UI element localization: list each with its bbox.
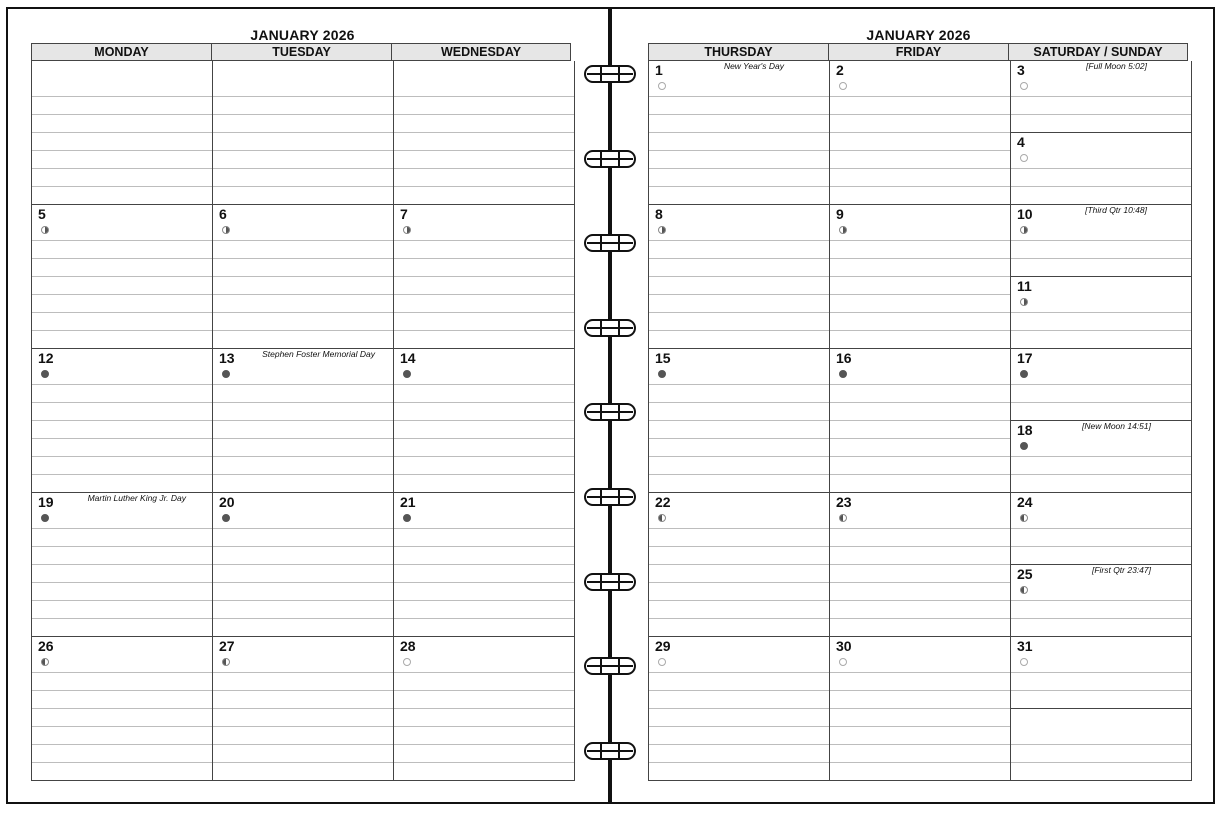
moon-phase-new-icon <box>41 370 49 378</box>
day-number: 29 <box>655 638 671 654</box>
moon-phase-third-icon <box>403 226 411 234</box>
day-cell-13[interactable] <box>213 349 393 493</box>
day-number: 15 <box>655 350 671 366</box>
day-cell-25[interactable] <box>1011 565 1191 637</box>
binder-ring-icon <box>583 571 637 593</box>
day-cell-29[interactable] <box>649 637 829 781</box>
day-cell-blank[interactable] <box>213 61 393 205</box>
moon-phase-note: [New Moon 14:51] <box>1082 421 1151 431</box>
moon-phase-first-icon <box>839 514 847 522</box>
left-calendar-grid <box>31 61 575 781</box>
day-cell-4[interactable] <box>1011 133 1191 205</box>
day-number: 28 <box>400 638 416 654</box>
day-cell-14[interactable] <box>394 349 574 493</box>
binder-ring-icon <box>583 63 637 85</box>
header-tuesday: TUESDAY <box>211 43 391 61</box>
right-column-0 <box>648 61 829 781</box>
day-cell-blank[interactable] <box>394 61 574 205</box>
moon-phase-full-icon <box>403 658 411 666</box>
day-number: 22 <box>655 494 671 510</box>
left-column-1 <box>212 61 393 781</box>
day-cell-9[interactable] <box>830 205 1010 349</box>
header-wednesday: WEDNESDAY <box>391 43 571 61</box>
day-number: 11 <box>1017 278 1032 294</box>
moon-phase-third-icon <box>658 226 666 234</box>
day-number: 13 <box>219 350 235 366</box>
day-cell-blank[interactable] <box>32 61 212 205</box>
day-cell-19[interactable] <box>32 493 212 637</box>
right-page-title: JANUARY 2026 <box>866 27 971 43</box>
holiday-label: Stephen Foster Memorial Day <box>262 349 375 359</box>
moon-phase-note: [First Qtr 23:47] <box>1091 565 1151 575</box>
right-page <box>610 7 1215 804</box>
header-saturday-sunday: SATURDAY / SUNDAY <box>1008 43 1188 61</box>
day-cell-7[interactable] <box>394 205 574 349</box>
left-column-2 <box>393 61 575 781</box>
day-cell-24[interactable] <box>1011 493 1191 565</box>
binder-ring-icon <box>583 740 637 762</box>
moon-phase-note: [Full Moon 5:02] <box>1086 61 1147 71</box>
day-number: 3 <box>1017 62 1025 78</box>
moon-phase-new-icon <box>658 370 666 378</box>
moon-phase-first-icon <box>1020 586 1028 594</box>
day-number: 14 <box>400 350 416 366</box>
moon-phase-full-icon <box>658 658 666 666</box>
day-cell-20[interactable] <box>213 493 393 637</box>
day-number: 25 <box>1017 566 1033 582</box>
day-number: 19 <box>38 494 54 510</box>
day-number: 7 <box>400 206 408 222</box>
moon-phase-third-icon <box>1020 226 1028 234</box>
day-cell-27[interactable] <box>213 637 393 781</box>
day-number: 23 <box>836 494 852 510</box>
right-weekday-header <box>648 43 1188 61</box>
day-cell-8[interactable] <box>649 205 829 349</box>
day-cell-6[interactable] <box>213 205 393 349</box>
day-cell-5[interactable] <box>32 205 212 349</box>
day-cell-11[interactable] <box>1011 277 1191 349</box>
moon-phase-first-icon <box>1020 514 1028 522</box>
binder-ring-icon <box>583 401 637 423</box>
day-cell-22[interactable] <box>649 493 829 637</box>
moon-phase-third-icon <box>41 226 49 234</box>
day-number: 12 <box>38 350 54 366</box>
left-page-title: JANUARY 2026 <box>250 27 355 43</box>
header-thursday: THURSDAY <box>648 43 828 61</box>
day-number: 1 <box>655 62 663 78</box>
binder-ring-icon <box>583 655 637 677</box>
day-number: 26 <box>38 638 54 654</box>
binder-ring-icon <box>583 148 637 170</box>
day-number: 31 <box>1017 638 1033 654</box>
moon-phase-full-icon <box>658 82 666 90</box>
moon-phase-new-icon <box>1020 370 1028 378</box>
day-number: 4 <box>1017 134 1025 150</box>
moon-phase-third-icon <box>222 226 230 234</box>
day-number: 16 <box>836 350 852 366</box>
right-column-weekend <box>1010 61 1192 781</box>
day-number: 5 <box>38 206 46 222</box>
day-cell-12[interactable] <box>32 349 212 493</box>
left-weekday-header <box>31 43 571 61</box>
moon-phase-new-icon <box>222 370 230 378</box>
moon-phase-new-icon <box>403 370 411 378</box>
moon-phase-first-icon <box>41 658 49 666</box>
day-number: 27 <box>219 638 235 654</box>
day-number: 10 <box>1017 206 1033 222</box>
day-cell-16[interactable] <box>830 349 1010 493</box>
day-cell-26[interactable] <box>32 637 212 781</box>
day-number: 18 <box>1017 422 1033 438</box>
day-cell-17[interactable] <box>1011 349 1191 421</box>
moon-phase-third-icon <box>839 226 847 234</box>
holiday-label: New Year's Day <box>723 61 784 71</box>
moon-phase-new-icon <box>403 514 411 522</box>
binder-ring-icon <box>583 486 637 508</box>
day-cell-30[interactable] <box>830 637 1010 781</box>
day-cell-21[interactable] <box>394 493 574 637</box>
day-cell-2[interactable] <box>830 61 1010 205</box>
day-number: 17 <box>1017 350 1033 366</box>
moon-phase-third-icon <box>1020 298 1028 306</box>
day-cell-23[interactable] <box>830 493 1010 637</box>
day-number: 6 <box>219 206 227 222</box>
moon-phase-first-icon <box>658 514 666 522</box>
day-number: 20 <box>219 494 235 510</box>
moon-phase-first-icon <box>222 658 230 666</box>
day-cell-1[interactable] <box>649 61 829 205</box>
moon-phase-new-icon <box>839 370 847 378</box>
day-cell-10[interactable] <box>1011 205 1191 277</box>
moon-phase-full-icon <box>1020 658 1028 666</box>
moon-phase-full-icon <box>1020 82 1028 90</box>
day-cell-blank[interactable] <box>1011 709 1191 781</box>
day-number: 9 <box>836 206 844 222</box>
left-page <box>6 7 611 804</box>
day-number: 8 <box>655 206 663 222</box>
day-cell-15[interactable] <box>649 349 829 493</box>
right-column-1 <box>829 61 1010 781</box>
moon-phase-note: [Third Qtr 10:48] <box>1085 205 1147 215</box>
day-number: 30 <box>836 638 852 654</box>
moon-phase-full-icon <box>1020 154 1028 162</box>
day-cell-28[interactable] <box>394 637 574 781</box>
header-monday: MONDAY <box>31 43 211 61</box>
binder-ring-icon <box>583 317 637 339</box>
moon-phase-full-icon <box>839 82 847 90</box>
day-cell-3[interactable] <box>1011 61 1191 133</box>
moon-phase-new-icon <box>41 514 49 522</box>
day-number: 24 <box>1017 494 1033 510</box>
day-number: 21 <box>400 494 416 510</box>
moon-phase-full-icon <box>839 658 847 666</box>
holiday-label: Martin Luther King Jr. Day <box>87 493 186 503</box>
day-cell-31[interactable] <box>1011 637 1191 709</box>
binder-ring-icon <box>583 232 637 254</box>
moon-phase-new-icon <box>1020 442 1028 450</box>
left-column-0 <box>31 61 212 781</box>
day-cell-18[interactable] <box>1011 421 1191 493</box>
header-friday: FRIDAY <box>828 43 1008 61</box>
day-number: 2 <box>836 62 844 78</box>
moon-phase-new-icon <box>222 514 230 522</box>
right-calendar-grid <box>648 61 1192 781</box>
